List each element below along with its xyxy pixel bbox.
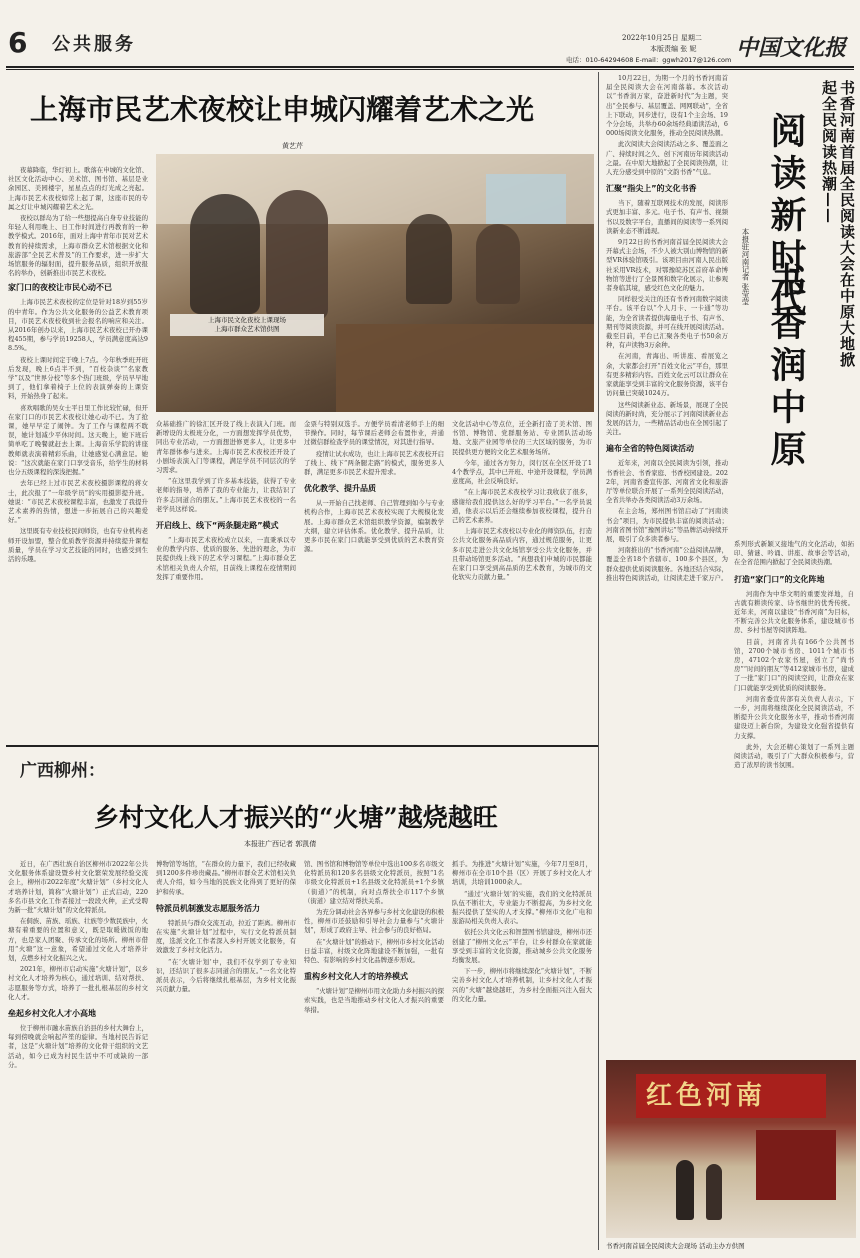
article1-headline: 上海市民艺术夜校让申城闪耀着艺术之光 — [30, 93, 535, 126]
paragraph: 喜欢唱歌的吴女士平日里工作比较忙碌，但开在家门口的市民艺术夜校让她心动不已。为了抢课，她早早定了闹钟。为了工作与课程两不耽误，她计划减少平休时间。这天晚上，她下班后简单吃了晚餐就赶去上课。上海音乐学院的讲座教师就表演着精彩乐曲，让她感觉心满意足。她说：“这次就能在家门口享受音乐，给学生的材料也分五级课程的深浅把握。” — [8, 403, 148, 477]
paragraph: 博物馆等场馆，“在群众的力量下，我们已经收藏到1200多件珍贵藏品。”柳州市群众艺术馆相关负责人介绍，如今当地的民族文化得到了更好的保护和传承。 — [156, 860, 296, 896]
sidebar-photo — [606, 1060, 856, 1238]
contact-line: 电话：010-64294608 E-mail：ggwh2017@126.com — [566, 56, 732, 64]
paragraph: 从一开始自己找老师、自己管理到如今与专业机构合作，上海市民艺术夜校实现了大规模化发展。上海市群众艺术馆组织教学资源，编制教学大纲，建立评估体系。优化教学、提升品质，让更多市民在家门口就能享受到优质的艺术教育资源。 — [304, 499, 444, 554]
paragraph: 当下，随着互联网技术的发展，阅读形式更加丰富、多元。电子书、有声书、视频书以及数字平台，直播间的阅读等一系列阅读新业态不断涌现。 — [606, 199, 728, 235]
paragraph: “上海市民艺术夜校成立以来，一直秉承以专业的教学内容、优质的服务、先进的理念，为市民提供线上线下的艺术学习课程。”上海市群众艺术馆相关负责人介绍，目前线上课程在疫情期间发挥了重要作用。 — [156, 536, 296, 581]
photo-display-wall — [756, 1130, 836, 1200]
paragraph: 河南省委宣传部有关负责人表示，下一步，河南将继续深化全民阅读活动，不断提升公共文化服务水平，推动书香河南建设迈上新台阶，为建设文化强省提供有力支撑。 — [734, 694, 854, 740]
masthead-rule-thin — [6, 69, 854, 70]
paragraph: 特派员与群众交流互动，拉近了距离。柳州市在实施“火塘计划”过程中，实行文化特派员制度，选派文化工作者深入乡村开展文化服务，有效激发了乡村文化活力。 — [156, 918, 296, 955]
sidebar-vertical-headline-2: 书香润中原 — [765, 262, 807, 472]
paragraph: 夜校上课时间定于晚上7点。今年秋季班开班后发现，晚上6点半不到，“百校杂谈”“名家教学”以及“世界分校”等多个热门班级，学员早早地到了，他们拿着椅子上位的表演弹奏的上课资料，开始热身了起来。 — [8, 355, 148, 401]
sidebar-vertical-headline-1: 阅读新时代 — [765, 112, 807, 322]
article2-subhead-3: 重构乡村文化人才的培养模式 — [304, 972, 408, 982]
paragraph: 这些阅读新业态、新场景，展现了全民阅读的新时尚，充分展示了河南阅读新业态发展的活力，一些精品活动也在全国引起了关注。 — [606, 400, 728, 437]
paragraph: 抓手。为推进“火塘计划”实施，今年7月至8月，柳州市在全市10个县（区）开展了乡村文化人才培训，共培训1000余人。 — [452, 860, 592, 887]
paragraph: 在侗族、苗族、瑶族、壮族等少数民族中，火塘有着重要的位置和意义，既是取暖做饭的地方，也是家人团聚、传承文化的场所。柳州市借用“火塘”这一意象，希望通过文化人才培养计划，点燃乡村文化振兴之火。 — [8, 917, 148, 963]
article2-headline: 乡村文化人才振兴的“火塘”越烧越旺 — [94, 803, 498, 832]
paragraph: 同样很受关注的还有书香河南数字阅读平台。该平台以“个人月卡、一卡通”等功能，为全省读者提供海量电子书、有声书、期刊等阅读资源，并可在线开展阅读活动。截至目前，平台已汇聚各类电子书50余万种，有声读物3万余种。 — [606, 295, 728, 350]
photo-figure — [406, 214, 452, 304]
paragraph: “在这里我学到了许多基本技能，获得了专业老师的指导，培养了我的专业能力，让我结识了许多志同道合的朋友。”上海市民艺术夜校的一名老学员这样说。 — [156, 477, 296, 513]
article2-column-4 — [452, 860, 592, 1250]
article1-subhead-3: 优化教学、提升品质 — [304, 484, 376, 494]
article1-column-4 — [452, 420, 592, 738]
paragraph: 夜幕降临，华灯初上。歌落在申城的文化馆、社区文化活动中心、美术馆、图书馆、基层是业余园区、美园楼宇，星星点点的灯光成之亮起。上海市民艺术夜校如常上起了课，这座市民的专属之灯让申城闪耀着艺术之光。 — [8, 166, 148, 211]
article1-column-3 — [304, 420, 444, 738]
photo-figure — [266, 190, 328, 320]
article2-subhead-1: 垒起乡村文化人才小高地 — [8, 1009, 96, 1019]
photo-table — [336, 324, 594, 412]
paragraph: 文化活动中心等点位，迁全新打造了美术馆、图书馆、博物馆、党群服务站、专业团队活动场地、文旅产业园等单位的三大区域的服务，为市民提供更方便的文化艺术服务场所。 — [452, 420, 592, 456]
paragraph: 近日，在广西壮族自治区柳州市2022年公共文化服务体系建设暨乡村文化繁荣发展经验交流会上，柳州市2022年度“火塘计划”（乡村文化人才培养计划，简称“火塘计划”）正式启动，220多名市县文化工作者接过一段段火种，正式受聘为新一批“火塘计划”的文化特派员。 — [8, 860, 148, 915]
sidebar-photo-caption: 书香河南首届全民阅读大会现场 活动主办方供图 — [606, 1242, 745, 1250]
paragraph: 河南作为中华文明的重要发祥地，自古就有耕读传家、诗书继世的优秀传统。近年来，河南以建设“书香河南”为目标，不断完善公共文化服务体系，建设城市书房、乡村书屋等阅读阵地。 — [734, 589, 854, 635]
photo-figure — [190, 194, 260, 314]
column-divider — [598, 72, 599, 1250]
article1-photo — [156, 154, 594, 412]
paragraph: 9月22日的书香河南首届全民阅读大会开幕式主会场，不少人被大别山博物馆的新型VR体验馆吸引。该项目由河南人民出版社采用VR技术，对鄂豫皖苏区首府革命博物馆等进行了全景图和数字化展示，让参观者身临其境，感受红色文化的魅力。 — [606, 238, 728, 293]
paragraph: 在“火塘计划”的推动下，柳州市乡村文化活动日益丰富，村级文化阵地建设不断加强，一批有特色、有影响的乡村文化品牌逐步形成。 — [304, 937, 444, 965]
photo-screen — [486, 174, 566, 224]
section-title: 公共服务 — [52, 34, 136, 55]
paragraph: 夜校以群岛为了给一些想提高自身专业技能的年轻人利用晚上、日工作时间进行再教育的一种教学模式。2016年，面对上海中青年市民对艺术教育的持续需求，上海市群众艺术馆根据文化和旅游部“全民艺术普及”的工作要求，进一步扩大场馆服务的辐射面，提升服务品质，组织开放报名的举办，创新推出市民艺术夜校。 — [8, 214, 148, 278]
paragraph: 10月22日，为期一个月的书香河南首届全民阅读大会在河南落幕。本次活动以“书香润万家，奋进新时代”为主题，突出“全民参与、基层覆盖、网网联动”，全省上下联动，同步进行，设有1个主会场、19个分会场，共举办60余场经典诵读活动，6000场阅读文化服务，推动全民阅读热潮。 — [606, 74, 728, 138]
page-number: 6 — [8, 26, 28, 59]
article2-byline: 本报驻广西记者 郭凯倩 — [244, 840, 317, 848]
sidebar-subhead-2: 遍布全省的特色阅读活动 — [606, 444, 694, 454]
paragraph: 这里既有专业技校民间师资，也有专业机构老师开设加盟，整合优质教学资源并持续提升课程质量，学员在学习文艺技能的同时，也感受到生活的乐趣。 — [8, 527, 148, 563]
paragraph: 系列形式新颖又接地气的文化活动，如拓印、猜谜、吟诵、讲座、故事会等活动，在全省范围内掀起了全民阅读热潮。 — [734, 540, 854, 567]
article1-photo-caption: 上海市民文化夜校上课现场 上海市群众艺术馆供图 — [170, 314, 324, 336]
paragraph: 上海市民艺术夜校以专业化的师资队伍，打造公共文化服务高品质内容，通过规范服务，让更多市民走进公共文化场馆享受公共文化服务，并且带动场馆更多活动。“真想我们申城的市民都能在家门口享受到高品质的艺术教育，为城市的文化软实力贡献力量。” — [452, 527, 592, 582]
paragraph: “在上海市民艺术夜校学习让我收获了很多，感谢给我们提供这么好的学习平台。”一名学员说道，他表示以后还会继续参加夜校课程，提升自己的艺术素养。 — [452, 488, 592, 525]
paragraph: 在主会场，郑州图书馆启动了“河南读书会”项目，为市民提供丰富的阅读活动；河南省图书馆“豫图讲坛”等品牌活动持续开展，吸引了众多读者参与。 — [606, 507, 728, 543]
paragraph: 今年，通过各方努力，闵行区在全区开设了14个教学点，其中已开班、中途开设课程，学员满意度高，社会反响良好。 — [452, 458, 592, 486]
article1-subhead-2: 开启线上、线下“两条腿走路”模式 — [156, 521, 279, 531]
article2-subhead-2: 特派员机制激发志愿服务活力 — [156, 903, 260, 913]
paragraph: 上海市民艺术夜校的定位是针对18岁到55岁的中青年。作为公共文化服务的公益艺术教育项目，市民艺术夜校收到社会报名的响应和关注。从2016年创办以来，上海市民艺术夜校已开办课程455期，参与学员19258人，学员满意度高达98.5%。 — [8, 298, 148, 353]
paragraph: 位于柳州市融水苗族自治县的乡村大舞台上，每到傍晚就会响起芦笙的旋律。当地村民告诉记者，这是“火塘计划”培养的文化骨干组织的文艺活动，如今已成为村民生活中不可或缺的一部分。 — [8, 1024, 148, 1069]
photo-banner-text: 红色河南 — [646, 1081, 767, 1111]
article1-column-1 — [8, 166, 148, 738]
article1-column-2 — [156, 420, 296, 738]
photo-figure — [476, 224, 520, 304]
sidebar-subhead-3: 打造“家门口”的文化阵地 — [734, 574, 825, 584]
paragraph: 疫情让试水成功，也让上海市民艺术夜校开启了线上、线下“两条腿走路”的模式，服务更多人群，满足更多市民艺术提升需求。 — [304, 449, 444, 477]
paragraph: 此次阅读大会阅读活动之多、覆盖面之广、持续时间之久、创下河南历年阅读活动之最。在中原大地掀起了全民阅读热潮，让人充分感受到中原的“文韵书香”气息。 — [606, 140, 728, 177]
sidebar-column-2 — [734, 540, 854, 1080]
section-divider — [6, 745, 598, 747]
paragraph: 在河南，青海出、听讲座、看展览之余，大家都会打开“百姓文化云”平台，那里有更多精彩内容。百姓文化云可以让群众在家就能享受到丰富的文化服务资源，该平台访问量已突破1024万。 — [606, 352, 728, 398]
article2-column-1 — [8, 860, 148, 1250]
photo-figure — [676, 1160, 694, 1220]
paragraph: 此外，大会还精心策划了一系列主题阅读活动，吸引了广大群众积极参与，营造了浓厚的读书氛围。 — [734, 742, 854, 770]
paragraph: 河南推出的“书香河南”公益阅读品牌，覆盖全省18个省辖市、100多个县区，为群众提供优质阅读服务。各地还结合实际，推出特色阅读活动，让阅读走进千家万户。 — [606, 546, 728, 582]
sidebar-vertical-byline: 本报驻河南记者 张莹莹 — [741, 228, 750, 306]
paragraph: “通过‘火塘计划’的实施，我们的文化特派员队伍不断壮大，专业能力不断提高，为乡村文化振兴提供了坚实的人才支撑。”柳州市文化广电和旅游局相关负责人表示。 — [452, 889, 592, 926]
sidebar-column-1 — [606, 74, 728, 1174]
editor-line: 本版责编 张 妮 — [650, 45, 697, 53]
paragraph: 为充分调动社会各界参与乡村文化建设的积极性，柳州市还鼓励和引导社会力量参与“火塘计划”，形成了政府主导、社会参与的良好格局。 — [304, 908, 444, 935]
article2-column-2 — [156, 860, 296, 1250]
paragraph: 近年来，河南以全民阅读为引领，推动书香社会、书香家庭、书香校园建设。2022年，河南省委宣传部、河南省文化和旅游厅等单位联合开展了一系列全民阅读活动，全省共举办各类阅读活动3万余场。 — [606, 459, 728, 505]
paragraph: “在‘火塘计划’中，我们不仅学到了专业知识，还结识了很多志同道合的朋友。”一名文化特派员表示，今后将继续扎根基层，为乡村文化振兴贡献力量。 — [156, 957, 296, 994]
sidebar-vertical-intro: 书香河南首届全民阅读大会在中原大地掀起全民阅读热潮—— — [820, 80, 856, 368]
article2-column-3 — [304, 860, 444, 1250]
date-line: 2022年10月25日 星期二 — [622, 34, 702, 42]
photo-figure — [706, 1164, 722, 1220]
paragraph: 金票与特别双选手。方便学员看清老师手上的细节操作。同时，每节课后老师会布置作业，并通过微信群检查学员的课堂情况，对其进行指导。 — [304, 420, 444, 447]
paragraph: 目前，河南省共有166个公共图书馆，2700个城市书房、1011个城市书房，47102个农家书屋，创立了“尚书房”“时间的朋友”等412家城市书房，建成了一批“家门口”的阅读空间，让群众在家门口就能享受到优质的阅读服务。 — [734, 637, 854, 692]
paragraph: 馆、图书馆和博物馆等单位中选出100多名市级文化特派员和120多名县级文化特派员，按照“1名市级文化特派员+1名县级文化特派员+1个乡镇（街道）”的机制，向对点帮扶全市117个乡镇（街道）建立结对帮扶关系。 — [304, 860, 444, 905]
paragraph: 众基础推广的徐汇区开设了线上表演入门班。而新增设的太极班分化，一方面想发挥学员优势，同出专业活动，一方面想进修更多人，让更多中青年群体参与进来。上海市民艺术夜校还开设了小剧场表演入门等课程，满足学员不同层次的学习需求。 — [156, 420, 296, 475]
paragraph: 2021年，柳州市启动实施“火塘计划”，以乡村文化人才培养为核心，通过培训、结对帮扶、志愿服务等方式，培养了一批扎根基层的乡村文化人才。 — [8, 965, 148, 1001]
article1-byline: 黄艺芹 — [282, 142, 303, 150]
paragraph: 去年已经上过市民艺术夜校摄影课程的蒋女士，此次报了“一年级学员”的实用摄影提升班。她说：“市民艺术夜校课程丰富，也激发了我提升艺术素养的热情，想进一步拓展自己的兴趣爱好。” — [8, 479, 148, 525]
article2-kicker: 广西柳州： — [20, 761, 105, 781]
paragraph: 下一步，柳州市将继续深化“火塘计划”，不断完善乡村文化人才培养机制，让乡村文化人才振兴的“火塘”越烧越旺，为乡村全面振兴注入强大的文化力量。 — [452, 967, 592, 1003]
paper-logo: 中国文化报 — [736, 35, 847, 61]
sidebar-subhead-1: 汇聚“指尖上”的文化书香 — [606, 184, 697, 194]
masthead-rule — [6, 66, 854, 68]
paragraph: “火塘计划”是柳州市用文化助力乡村振兴的探索实践，也是当地推动乡村文化人才振兴的重要举措。 — [304, 987, 444, 1014]
paragraph: 依托公共文化云和智慧图书馆建设，柳州市还创建了“柳州文化云”平台，让乡村群众在家就能享受到丰富的文化资源，推动城乡公共文化服务均衡发展。 — [452, 928, 592, 965]
article1-subhead-1: 家门口的夜校让市民心动不已 — [8, 283, 112, 293]
